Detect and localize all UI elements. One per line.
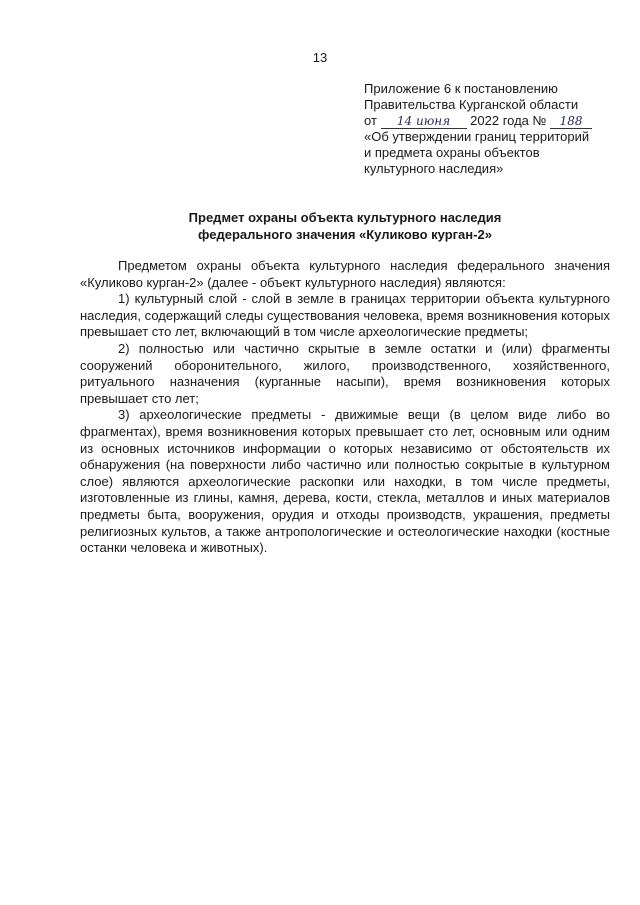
appendix-line-1: Приложение 6 к постановлению (364, 81, 558, 96)
document-body (80, 258, 610, 557)
page-number: 13 (312, 50, 328, 65)
appendix-line-5: и предмета охраны объектов (364, 145, 540, 160)
appendix-line-2: Правительства Курганской области (364, 97, 579, 112)
title-line-1: Предмет охраны объекта культурного наследия (188, 210, 502, 225)
year-text: 2022 года (470, 113, 529, 128)
handwritten-number: 188 (550, 115, 592, 129)
appendix-date-line (364, 113, 614, 129)
document-title (80, 209, 610, 243)
paragraph-item-2: 2) полностью или частично скрытые в земле остатки и (или) фрагменты сооружений оборонительного, жилого, производственного, хозяйственного, ритуального назначения (курганные насыпи), время возникновения которых превышает сто лет; (80, 340, 610, 406)
date-prefix: от (364, 113, 377, 128)
handwritten-date: 14 июня (381, 115, 467, 129)
appendix-line-6: культурного наследия» (364, 161, 504, 176)
paragraph-item-1: 1) культурный слой - слой в земле в границах территории объекта культурного наследия, содержащий следы существования человека, время возникновения которых превышает сто лет, включающий в том числе археологические предметы; (80, 291, 610, 340)
appendix-line-4: «Об утверждении границ территорий (364, 129, 590, 144)
paragraph-item-3: 3) археологические предметы - движимые вещи (в целом виде либо во фрагментах), время возникновения которых превышает сто лет, основным или одним из основных источников информации о которых независимо от обстоятельств их обнаружения (на поверхности либо частично или полностью сокрытые в культурном слое) являются археологические раскопки или находки, в том числе предметы, изготовленные из глины, камня, дерева, кости, стекла, металлов и иных материалов предметы быта, вооружения, орудия и отходы производств, украшения, предметы религиозных культов, а также антропологические и остеологические находки (костные останки человека и животных). (80, 407, 610, 556)
number-prefix: № (532, 113, 547, 128)
title-line-2: федерального значения «Куликово курган-2» (198, 227, 492, 242)
paragraph-intro: Предметом охраны объекта культурного наследия федерального значения «Куликово курган-2» (далее - объект культурного наследия) являются: (80, 258, 610, 290)
appendix-header (364, 81, 614, 177)
